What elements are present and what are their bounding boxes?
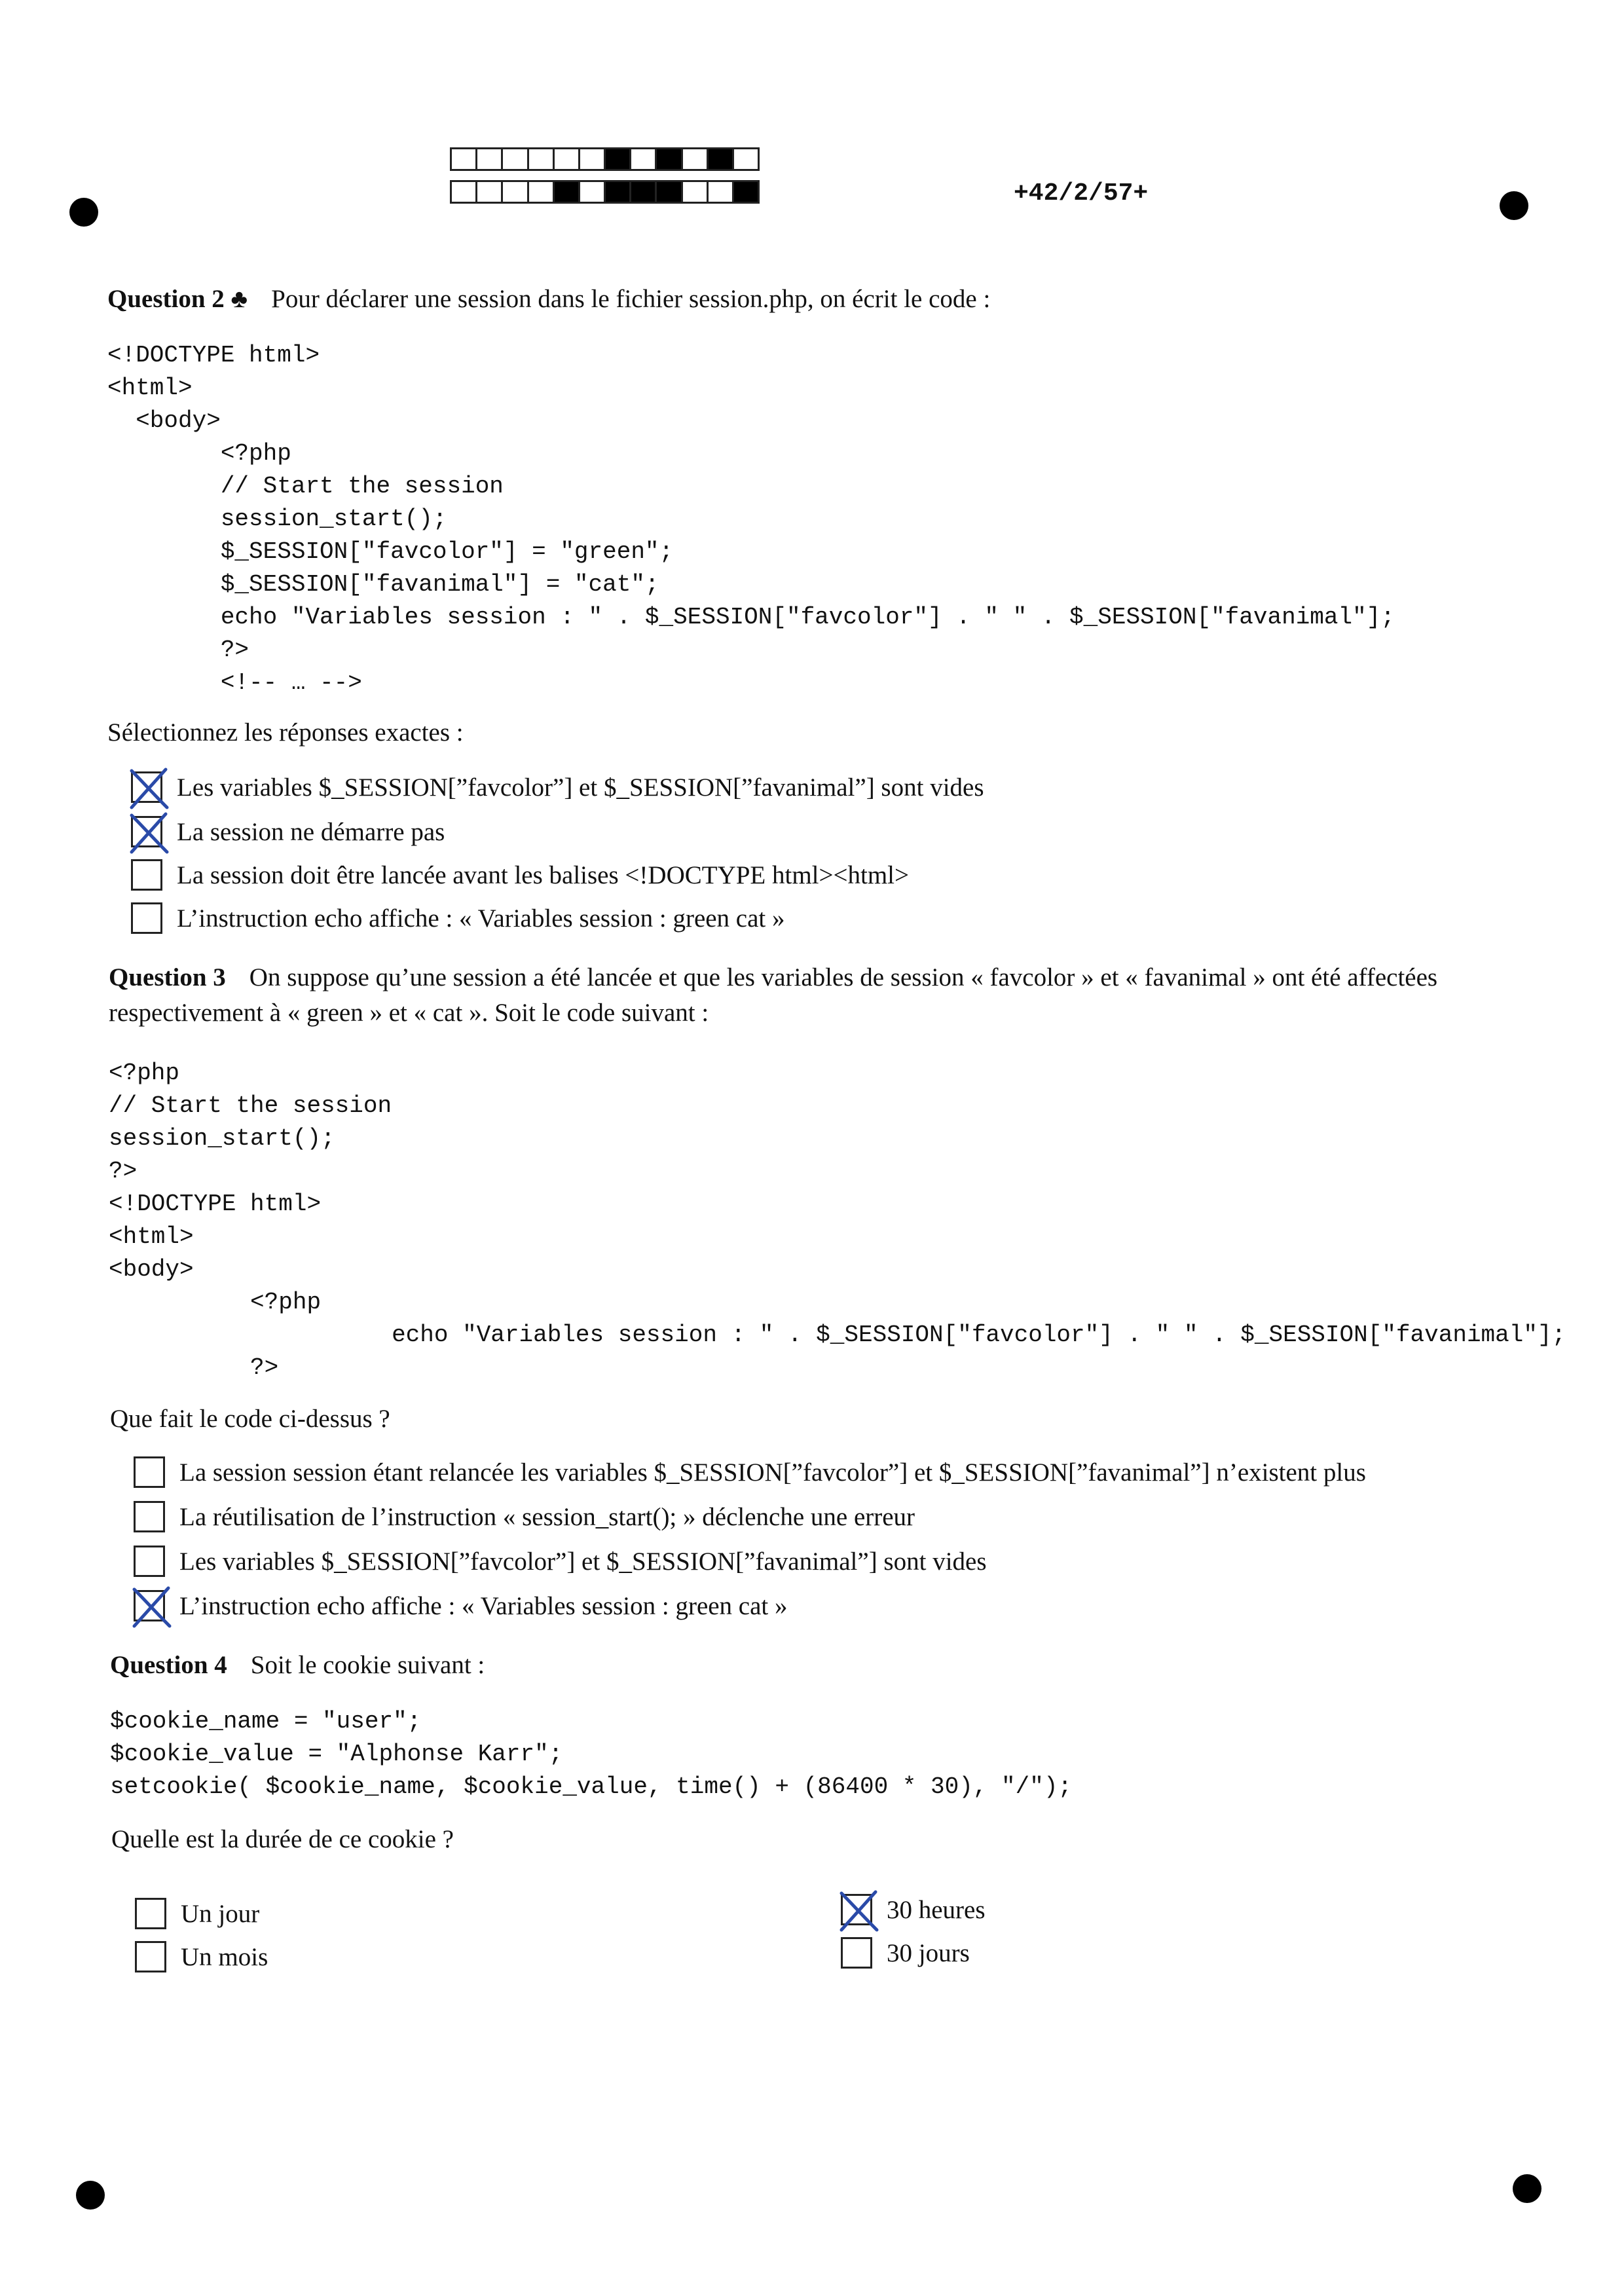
barcode-cell-empty: [450, 147, 477, 171]
question-4-prompt: Quelle est la durée de ce cookie ?: [111, 1825, 454, 1853]
barcode-row-2: [452, 180, 760, 204]
barcode-row-1: [452, 147, 760, 171]
question-4-header: [110, 1650, 485, 1680]
q4-option-3[interactable]: [841, 1893, 986, 1927]
barcode-cell-empty: [501, 147, 528, 171]
barcode-cell-filled: [707, 147, 734, 171]
option-label: La session doit être lancée avant les balises <!DOCTYPE html><html>: [177, 861, 909, 889]
barcode-cell-empty: [475, 180, 503, 204]
barcode-cell-empty: [578, 147, 606, 171]
pen-cross-mark-icon: [128, 811, 170, 855]
q2-option-1[interactable]: [131, 770, 984, 804]
sheet-id: +42/2/57+: [1014, 179, 1149, 208]
barcode-cell-filled: [553, 180, 580, 204]
q4-option-2[interactable]: [135, 1940, 268, 1974]
barcode-cell-empty: [629, 147, 657, 171]
barcode-cell-empty: [475, 147, 503, 171]
barcode-cell-empty: [501, 180, 528, 204]
barcode-cell-filled: [655, 180, 682, 204]
registration-mark-top-left: [69, 198, 98, 227]
checkbox-checked[interactable]: [131, 771, 162, 803]
checkbox[interactable]: [135, 1898, 166, 1929]
option-label: L’instruction echo affiche : « Variables session : green cat »: [179, 1591, 788, 1620]
registration-mark-top-right: [1500, 191, 1528, 220]
q3-option-1[interactable]: [134, 1455, 1366, 1489]
q4-option-1[interactable]: [135, 1897, 259, 1931]
q3-option-4[interactable]: [134, 1589, 788, 1623]
q4-option-4[interactable]: [841, 1936, 970, 1970]
option-label: Les variables $_SESSION[”favcolor”] et $_SESSION[”favanimal”] sont vides: [177, 773, 984, 802]
option-label: 30 jours: [887, 1938, 970, 1967]
q2-option-3[interactable]: [131, 858, 909, 892]
barcode-cell-filled: [604, 147, 631, 171]
checkbox-checked[interactable]: [134, 1590, 165, 1621]
pen-cross-mark-icon: [128, 767, 170, 810]
option-label: Un jour: [181, 1899, 260, 1928]
pen-cross-mark-icon: [130, 1585, 172, 1629]
checkbox[interactable]: [131, 859, 162, 891]
question-2-header: [107, 284, 990, 314]
q2-option-4[interactable]: [131, 901, 785, 935]
question-4-code: $cookie_name = "user"; $cookie_value = "Alphonse Karr"; setcookie( $cookie_name, $cookie_value, time() + (86400 * 30), "/");: [110, 1708, 1073, 1800]
registration-mark-bottom-left: [76, 2181, 105, 2210]
barcode-cell-empty: [681, 180, 709, 204]
question-3-text: On suppose qu’une session a été lancée et que les variables de session « favcolor » et « favanimal » ont été affectées respectivement à « green » et « cat ». Soit le code suivant :: [109, 963, 1438, 1027]
question-2-label: Question 2 ♣: [107, 285, 248, 313]
question-3-code: <?php // Start the session session_start(); ?> <!DOCTYPE html> <html> <body> <?php echo "Variables session : " . $_SESSION["favcolor"] . " " . $_SESSION["favanimal"]; ?>: [109, 1060, 1566, 1381]
checkbox[interactable]: [841, 1937, 872, 1969]
question-3-prompt: Que fait le code ci-dessus ?: [110, 1405, 390, 1433]
registration-mark-bottom-right: [1513, 2174, 1541, 2203]
question-2-code: <!DOCTYPE html> <html> <body> <?php // Start the session session_start(); $_SESSION["favcolor"] = "green"; $_SESSION["favanimal"] = "cat"; echo "Variables session : " . $_SESSION["favcolor"] . " " . $_SESSION["favanimal"]; ?> <!-- … -->: [107, 342, 1395, 696]
question-2-text: Pour déclarer une session dans le fichier session.php, on écrit le code :: [271, 285, 991, 313]
question-2-prompt: Sélectionnez les réponses exactes :: [107, 718, 464, 747]
option-label: La session ne démarre pas: [177, 817, 445, 846]
option-label: L’instruction echo affiche : « Variables session : green cat »: [177, 904, 785, 933]
checkbox-checked[interactable]: [841, 1894, 872, 1925]
checkbox[interactable]: [131, 902, 162, 934]
barcode-cell-empty: [527, 180, 555, 204]
barcode-cell-filled: [732, 180, 760, 204]
barcode-cell-empty: [578, 180, 606, 204]
checkbox[interactable]: [135, 1941, 166, 1972]
barcode-cell-empty: [732, 147, 760, 171]
question-3-header: [109, 960, 1510, 1031]
barcode-cell-empty: [450, 180, 477, 204]
checkbox[interactable]: [134, 1456, 165, 1488]
checkbox[interactable]: [134, 1546, 165, 1577]
option-label: La session session étant relancée les variables $_SESSION[”favcolor”] et $_SESSION[”favanimal”] n’existent plus: [179, 1458, 1366, 1487]
barcode-cell-empty: [681, 147, 709, 171]
barcode-cell-empty: [527, 147, 555, 171]
q3-option-3[interactable]: [134, 1544, 987, 1578]
barcode-cell-filled: [604, 180, 631, 204]
barcode-cell-empty: [553, 147, 580, 171]
checkbox[interactable]: [134, 1501, 165, 1532]
option-label: Les variables $_SESSION[”favcolor”] et $_SESSION[”favanimal”] sont vides: [179, 1547, 987, 1576]
pen-cross-mark-icon: [838, 1889, 879, 1933]
option-label: 30 heures: [887, 1895, 986, 1924]
q3-option-2[interactable]: [134, 1500, 915, 1534]
barcode-cell-empty: [707, 180, 734, 204]
question-4-text: Soit le cookie suivant :: [250, 1651, 485, 1679]
q2-option-2[interactable]: [131, 815, 445, 849]
barcode-cell-filled: [655, 147, 682, 171]
question-4-label: Question 4: [110, 1651, 227, 1679]
barcode-cell-filled: [629, 180, 657, 204]
option-label: Un mois: [181, 1942, 268, 1971]
question-3-label: Question 3: [109, 963, 226, 991]
option-label: La réutilisation de l’instruction « session_start(); » déclenche une erreur: [179, 1502, 915, 1531]
checkbox-checked[interactable]: [131, 816, 162, 847]
